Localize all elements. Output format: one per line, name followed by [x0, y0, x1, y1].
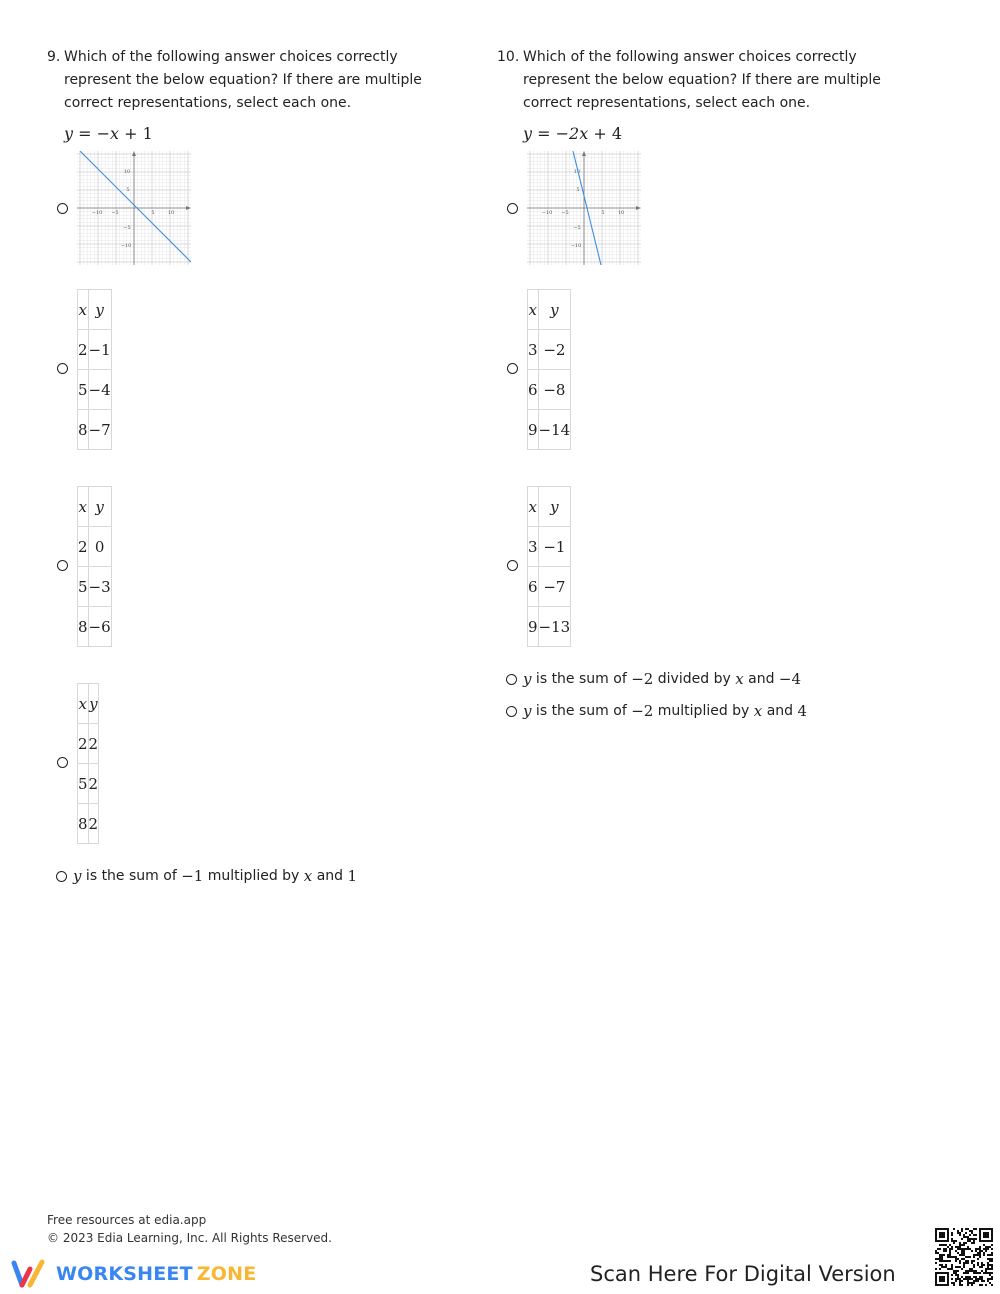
cell-x: 6 — [528, 370, 539, 410]
worksheet-zone-logo[interactable] — [10, 1259, 256, 1289]
x-tick: −10 — [91, 210, 103, 216]
y-tick: 10 — [123, 169, 131, 175]
cell-x: 9 — [528, 410, 539, 450]
footer-credits — [47, 1211, 332, 1247]
stmt-var: x — [753, 702, 763, 720]
eq-lhs: y — [64, 124, 74, 143]
col-header-y: y — [88, 290, 111, 330]
xy-table — [527, 289, 571, 450]
eq-const: + 1 — [119, 124, 153, 143]
cell-y: −7 — [88, 410, 111, 450]
logo-word-zone: ZONE — [196, 1263, 257, 1285]
stmt-var: x — [303, 867, 313, 885]
y-tick: −5 — [573, 225, 581, 231]
stmt-text: is the sum of — [81, 868, 182, 884]
stmt-text: is the sum of — [531, 671, 632, 687]
stmt-number: −2 — [631, 670, 654, 688]
eq-sign: = — [73, 124, 97, 143]
cell-x: 6 — [528, 567, 539, 607]
logo-word-worksheet: WORKSHEET — [56, 1263, 193, 1285]
table-row — [78, 724, 99, 764]
cell-y: −3 — [88, 567, 111, 607]
stmt-number: 4 — [797, 702, 808, 720]
table-row — [78, 370, 112, 410]
table-row — [528, 607, 571, 647]
option-statement-1[interactable] — [506, 669, 801, 689]
radio-button[interactable] — [506, 706, 517, 717]
xy-table — [527, 486, 571, 647]
equation — [523, 124, 897, 142]
y-tick: −10 — [120, 243, 132, 249]
cell-y: −2 — [538, 330, 571, 370]
stmt-var: y — [73, 867, 82, 885]
cell-y: 2 — [88, 764, 99, 804]
table-row — [78, 764, 99, 804]
x-tick: 10 — [617, 210, 625, 216]
x-tick: −10 — [541, 210, 553, 216]
cell-x: 5 — [78, 567, 89, 607]
table-row — [528, 567, 571, 607]
cell-y: −8 — [538, 370, 571, 410]
question-10 — [497, 46, 897, 720]
cell-y: −14 — [538, 410, 571, 450]
scan-label: Scan Here For Digital Version — [590, 1262, 896, 1286]
stmt-var: x — [735, 670, 744, 688]
eq-sign: = — [532, 124, 556, 143]
table-row — [528, 527, 571, 567]
cell-x: 3 — [528, 330, 539, 370]
stmt-number: −4 — [778, 670, 802, 688]
question-number: 10. — [497, 49, 520, 65]
cell-x: 3 — [528, 527, 539, 567]
qr-code-icon[interactable] — [935, 1228, 993, 1286]
eq-lhs: y — [523, 124, 533, 143]
question-text: Which of the following answer choices correctly represent the below equation? If there are multiple correct representations, select each one. — [523, 49, 881, 111]
x-tick: −5 — [561, 210, 569, 216]
question-number: 9. — [47, 49, 61, 65]
radio-button[interactable] — [57, 560, 68, 571]
line-graph — [527, 151, 641, 265]
cell-x: 5 — [78, 370, 89, 410]
table-row — [78, 607, 112, 647]
radio-button[interactable] — [57, 363, 68, 374]
eq-term: −2x — [555, 124, 589, 143]
eq-term: −x — [96, 124, 120, 143]
radio-button[interactable] — [507, 363, 518, 374]
y-tick: 5 — [126, 187, 130, 193]
cell-x: 8 — [78, 607, 89, 647]
cell-y: 2 — [88, 804, 99, 844]
col-header-x: x — [78, 684, 89, 724]
stmt-text: multiplied by — [203, 868, 304, 884]
radio-button[interactable] — [507, 560, 518, 571]
logo-w-icon — [10, 1259, 48, 1289]
col-header-y: y — [88, 487, 111, 527]
stmt-number: 1 — [347, 867, 358, 885]
cell-x: 2 — [78, 330, 89, 370]
stmt-number: −2 — [631, 702, 654, 720]
col-header-x: x — [78, 487, 89, 527]
table-row — [78, 527, 112, 567]
eq-const: + 4 — [588, 124, 622, 143]
equation — [64, 124, 447, 142]
y-tick: −5 — [123, 225, 131, 231]
col-header-x: x — [78, 290, 89, 330]
cell-x: 8 — [78, 804, 89, 844]
y-tick: 5 — [576, 187, 580, 193]
cell-x: 9 — [528, 607, 539, 647]
cell-y: −6 — [88, 607, 111, 647]
cell-y: 0 — [88, 527, 111, 567]
stmt-text: divided by — [653, 671, 736, 687]
question-9-prompt — [47, 46, 447, 115]
col-header-y: y — [88, 684, 99, 724]
radio-button[interactable] — [56, 871, 67, 882]
cell-x: 2 — [78, 724, 89, 764]
option-statement-2[interactable] — [506, 701, 807, 721]
xy-table — [77, 486, 112, 647]
question-10-prompt — [497, 46, 897, 115]
col-header-x: x — [528, 290, 539, 330]
copyright: © 2023 Edia Learning, Inc. All Rights Reserved. — [47, 1231, 332, 1245]
x-tick: −5 — [111, 210, 119, 216]
cell-y: −4 — [88, 370, 111, 410]
table-row — [78, 567, 112, 607]
stmt-text: is the sum of — [531, 703, 632, 719]
resources-link[interactable]: Free resources at edia.app — [47, 1213, 207, 1227]
stmt-text: and — [743, 671, 779, 687]
xy-table — [77, 683, 99, 844]
radio-button[interactable] — [506, 674, 517, 685]
col-header-x: x — [528, 487, 539, 527]
option-statement[interactable] — [56, 866, 357, 886]
table-row — [78, 410, 112, 450]
col-header-y: y — [538, 487, 571, 527]
cell-y: −13 — [538, 607, 571, 647]
line-graph — [77, 151, 191, 265]
stmt-var: y — [523, 702, 532, 720]
col-header-y: y — [538, 290, 571, 330]
y-tick: 10 — [573, 169, 581, 175]
cell-y: −7 — [538, 567, 571, 607]
radio-button[interactable] — [57, 757, 68, 768]
radio-button[interactable] — [507, 203, 518, 214]
stmt-var: y — [523, 670, 532, 688]
question-9 — [47, 46, 447, 885]
table-row — [528, 330, 571, 370]
x-tick: 5 — [151, 210, 155, 216]
question-text: Which of the following answer choices correctly represent the below equation? If there are multiple correct representations, select each one. — [64, 49, 422, 111]
table-row — [528, 410, 571, 450]
y-tick: −10 — [570, 243, 582, 249]
cell-x: 8 — [78, 410, 89, 450]
cell-y: −1 — [88, 330, 111, 370]
stmt-number: −1 — [181, 867, 204, 885]
table-row — [528, 370, 571, 410]
stmt-text: and — [312, 868, 348, 884]
cell-x: 5 — [78, 764, 89, 804]
xy-table — [77, 289, 112, 450]
table-row — [78, 330, 112, 370]
x-tick: 5 — [601, 210, 605, 216]
radio-button[interactable] — [57, 203, 68, 214]
cell-x: 2 — [78, 527, 89, 567]
stmt-text: multiplied by — [653, 703, 754, 719]
table-row — [78, 804, 99, 844]
x-tick: 10 — [167, 210, 175, 216]
stmt-text: and — [762, 703, 798, 719]
cell-y: 2 — [88, 724, 99, 764]
cell-y: −1 — [538, 527, 571, 567]
